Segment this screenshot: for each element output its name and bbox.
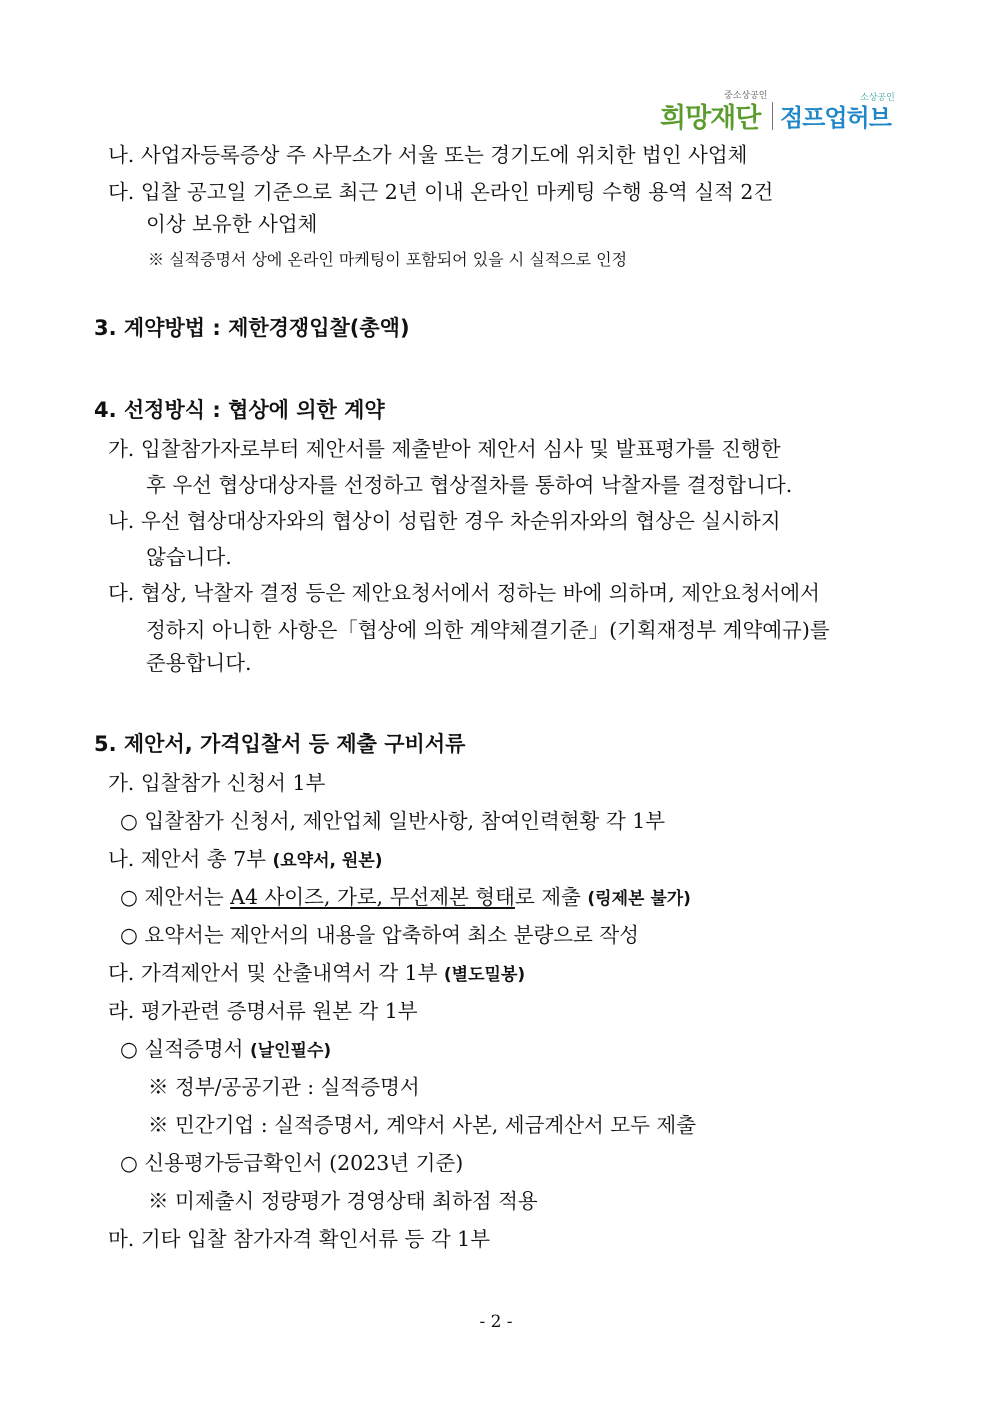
s5-na: 나. 제안서 총 7부 (요약서, 원본) [108, 847, 383, 871]
logo [660, 88, 900, 134]
item-na: 나. 사업자등록증상 주 사무소가 서울 또는 경기도에 위치한 법인 사업체 [108, 143, 748, 167]
item-da-line2: 이상 보유한 사업체 [146, 212, 318, 236]
section-5-heading: 5. 제안서, 가격입찰서 등 제출 구비서류 [94, 732, 466, 756]
s4-da-line3: 준용합니다. [146, 651, 252, 675]
s5-da: 다. 가격제안서 및 산출내역서 각 1부 (별도밀봉) [108, 961, 526, 985]
s4-ga-line2: 후 우선 협상대상자를 선정하고 협상절차를 통하여 낙찰자를 결정합니다. [146, 473, 793, 497]
s5-ra-note1: ※ 정부/공공기관 : 실적증명서 [148, 1075, 420, 1099]
s5-na-sub2: ○ 요약서는 제안서의 내용을 압축하여 최소 분량으로 작성 [120, 923, 639, 947]
s5-ma: 마. 기타 입찰 참가자격 확인서류 등 각 1부 [108, 1227, 491, 1251]
s5-na-sub1-underlined: A4 사이즈, 가로, 무선제본 형태 [230, 885, 515, 909]
logo-main-right: 점프업허브 [780, 104, 891, 132]
s5-na-bold: (요약서, 원본) [272, 851, 383, 871]
s4-na-line2: 않습니다. [146, 545, 232, 569]
s5-ga-sub: ○ 입찰참가 신청서, 제안업체 일반사항, 참여인력현황 각 1부 [120, 809, 666, 833]
note-performance: ※ 실적증명서 상에 온라인 마케팅이 포함되어 있을 시 실적으로 인정 [148, 250, 628, 269]
s5-ra: 라. 평가관련 증명서류 원본 각 1부 [108, 999, 418, 1023]
section-3-heading: 3. 계약방법 : 제한경쟁입찰(총액) [94, 316, 410, 340]
s4-da-line1: 다. 협상, 낙찰자 결정 등은 제안요청서에서 정하는 바에 의하며, 제안요청서에서 [108, 581, 820, 605]
s5-ra-sub2: ○ 신용평가등급확인서 (2023년 기준) [120, 1151, 464, 1175]
s5-ra-sub1: ○ 실적증명서 (날인필수) [120, 1037, 332, 1061]
s5-ga: 가. 입찰참가 신청서 1부 [108, 771, 326, 795]
s4-ga-line1: 가. 입찰참가자로부터 제안서를 제출받아 제안서 심사 및 발표평가를 진행한 [108, 437, 781, 461]
s5-na-sub1-bold: (링제본 불가) [587, 889, 691, 909]
item-da-line1: 다. 입찰 공고일 기준으로 최근 2년 이내 온라인 마케팅 수행 용역 실적 2건 [108, 180, 774, 204]
s5-na-sub1: ○ 제안서는 A4 사이즈, 가로, 무선제본 형태로 제출 (링제본 불가) [120, 885, 691, 909]
s4-da-line2: 정하지 아니한 사항은「협상에 의한 계약체결기준」(기획재정부 계약예규)를 [146, 618, 830, 642]
s5-ra-sub1-bold: (날인필수) [249, 1041, 332, 1061]
s4-na-line1: 나. 우선 협상대상자와의 협상이 성립한 경우 차순위자와의 협상은 실시하지 [108, 509, 781, 533]
logo-main-left: 희망재단 [660, 103, 761, 134]
section-4-heading: 4. 선정방식 : 협상에 의한 계약 [94, 398, 385, 422]
s5-ra-note3: ※ 미제출시 정량평가 경영상태 최하점 적용 [148, 1189, 538, 1213]
page-number: - 2 - [479, 1312, 513, 1332]
s5-da-bold: (별도밀봉) [443, 965, 526, 985]
logo-divider [772, 102, 773, 130]
logo-sub-right: 소상공인 [860, 93, 895, 103]
logo-sub-left: 중소상공인 [724, 91, 768, 101]
s5-ra-note2: ※ 민간기업 : 실적증명서, 계약서 사본, 세금계산서 모두 제출 [148, 1113, 697, 1137]
